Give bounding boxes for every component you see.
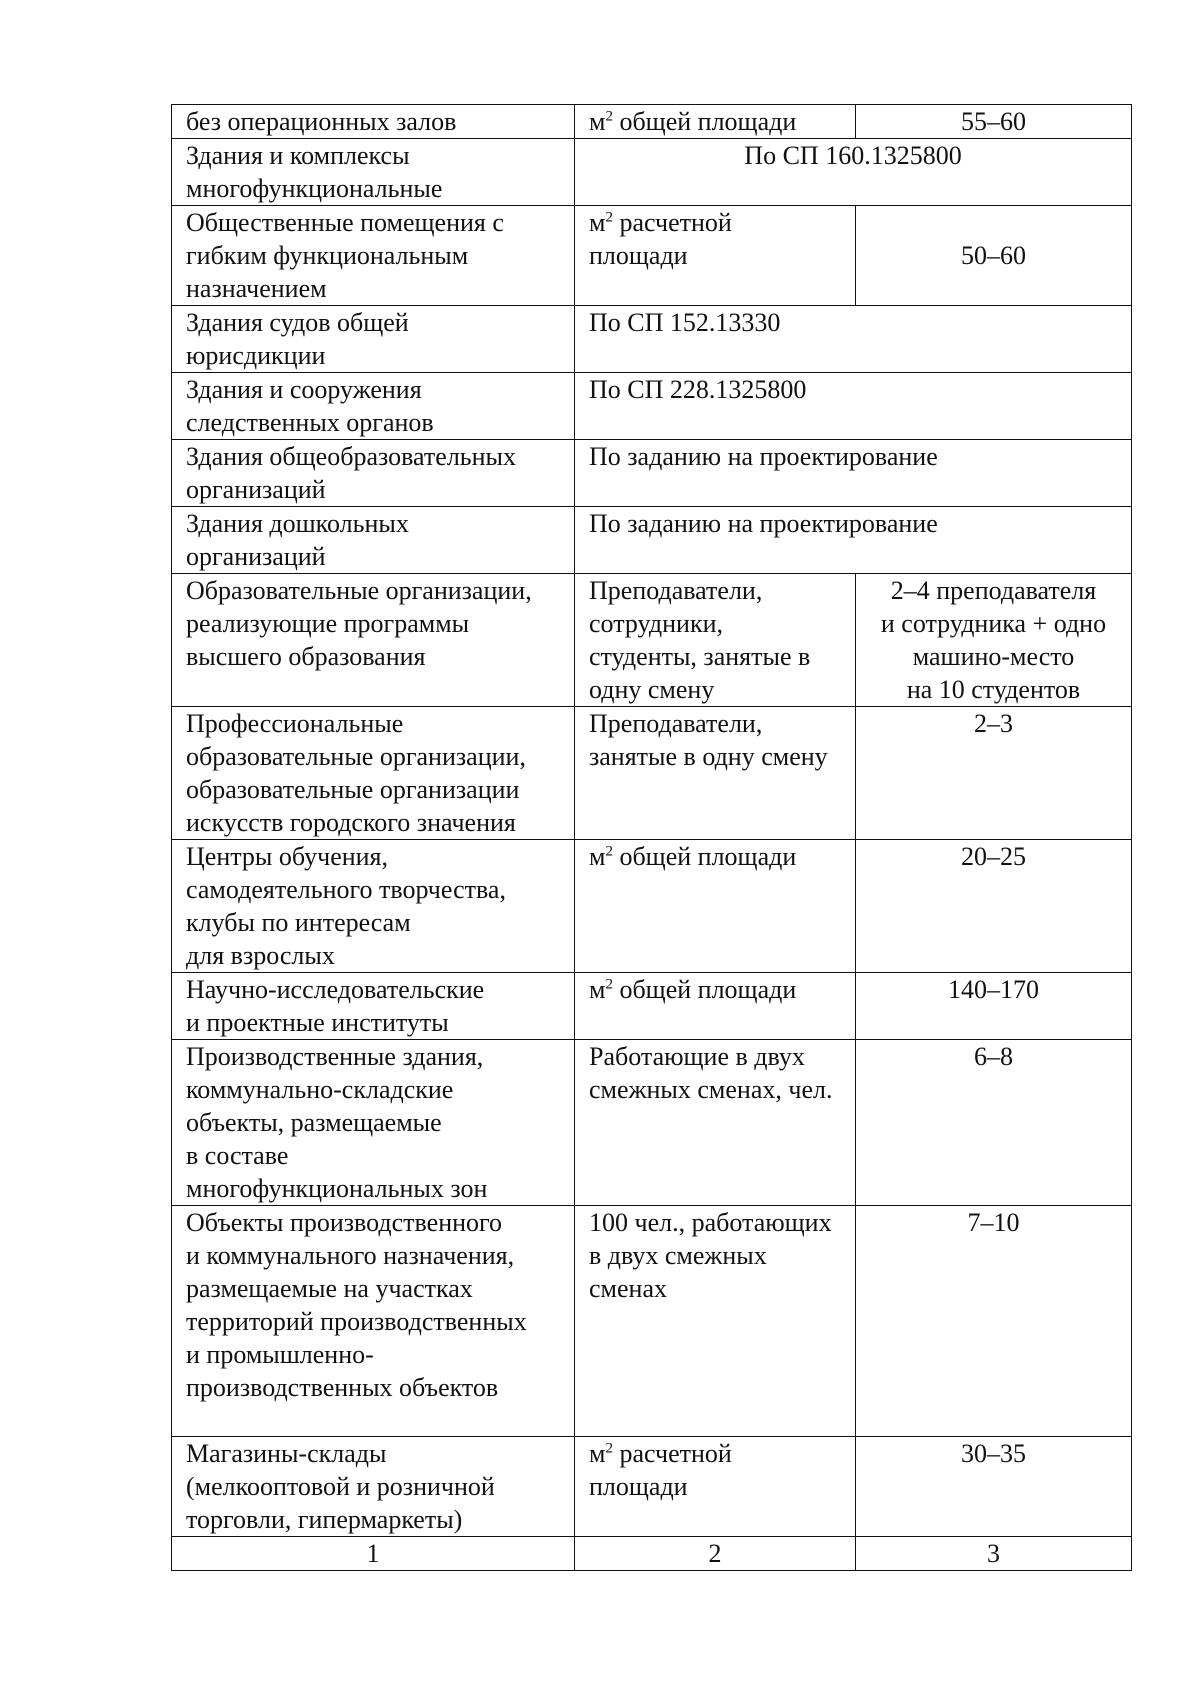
cell-object: Здания общеобразовательных организаций: [172, 440, 575, 507]
table-row: [172, 105, 1132, 139]
table-row: [172, 1437, 1132, 1537]
table-row: [172, 206, 1132, 306]
table-row: [172, 973, 1132, 1040]
cell-object: Здания и сооружения следственных органов: [172, 373, 575, 440]
table-row: [172, 507, 1132, 574]
cell-norm: 20–25: [856, 840, 1132, 973]
cell-object: Здания дошкольных организаций: [172, 507, 575, 574]
cell-merged-norm: По СП 152.13330: [575, 306, 1132, 373]
cell-norm: 50–60: [856, 206, 1132, 306]
cell-object: Общественные помещения с гибким функциональным назначением: [172, 206, 575, 306]
table-row: [172, 306, 1132, 373]
cell-unit: Работающие в двух смежных сменах, чел.: [575, 1040, 856, 1206]
table-row: [172, 574, 1132, 707]
column-number-row: [172, 1537, 1132, 1571]
column-number: 3: [856, 1537, 1132, 1571]
table-row: [172, 139, 1132, 206]
cell-norm: 140–170: [856, 973, 1132, 1040]
table-row: [172, 440, 1132, 507]
table-row: [172, 707, 1132, 840]
cell-norm: 2–3: [856, 707, 1132, 840]
cell-object: Центры обучения, самодеятельного творчества, клубы по интересам для взрослых: [172, 840, 575, 973]
cell-merged-norm: По СП 228.1325800: [575, 373, 1132, 440]
cell-unit: $м^2$ общей площади: [575, 840, 856, 973]
cell-object: Здания и комплексы многофункциональные: [172, 139, 575, 206]
cell-object: Здания судов общей юрисдикции: [172, 306, 575, 373]
parking-norms-table: [171, 104, 1132, 1571]
cell-object: Профессиональные образовательные организации, образовательные организации искусств городского значения: [172, 707, 575, 840]
cell-unit: $м^2$ расчетной площади: [575, 206, 856, 306]
cell-merged-norm: По заданию на проектирование: [575, 440, 1132, 507]
cell-norm: 30–35: [856, 1437, 1132, 1537]
cell-norm: 55–60: [856, 105, 1132, 139]
table-row: [172, 840, 1132, 973]
cell-object: без операционных залов: [172, 105, 575, 139]
cell-merged-norm: По СП 160.1325800: [575, 139, 1132, 206]
cell-norm: 7–10: [856, 1206, 1132, 1437]
table-row: [172, 373, 1132, 440]
cell-unit: $м^2$ общей площади: [575, 105, 856, 139]
table-row: [172, 1040, 1132, 1206]
cell-unit: Преподаватели, сотрудники, студенты, занятые в одну смену: [575, 574, 856, 707]
cell-norm: 6–8: [856, 1040, 1132, 1206]
cell-unit: $м^2$ общей площади: [575, 973, 856, 1040]
cell-object: Магазины-склады (мелкооптовой и розничной торговли, гипермаркеты): [172, 1437, 575, 1537]
column-number: 2: [575, 1537, 856, 1571]
cell-object: Производственные здания, коммунально-складские объекты, размещаемые в составе многофункциональных зон: [172, 1040, 575, 1206]
cell-object: Объекты производственного и коммунального назначения, размещаемые на участках территорий производственных и промышленно- производственных объектов: [172, 1206, 575, 1437]
cell-unit: 100 чел., работающих в двух смежных сменах: [575, 1206, 856, 1437]
table-row: [172, 1206, 1132, 1437]
cell-norm: 2–4 преподавателя и сотрудника + одно машино-место на 10 студентов: [856, 574, 1132, 707]
cell-unit: $м^2$ расчетной площади: [575, 1437, 856, 1537]
column-number: 1: [172, 1537, 575, 1571]
cell-unit: Преподаватели, занятые в одну смену: [575, 707, 856, 840]
cell-merged-norm: По заданию на проектирование: [575, 507, 1132, 574]
cell-object: Научно-исследовательские и проектные институты: [172, 973, 575, 1040]
cell-object: Образовательные организации, реализующие программы высшего образования: [172, 574, 575, 707]
